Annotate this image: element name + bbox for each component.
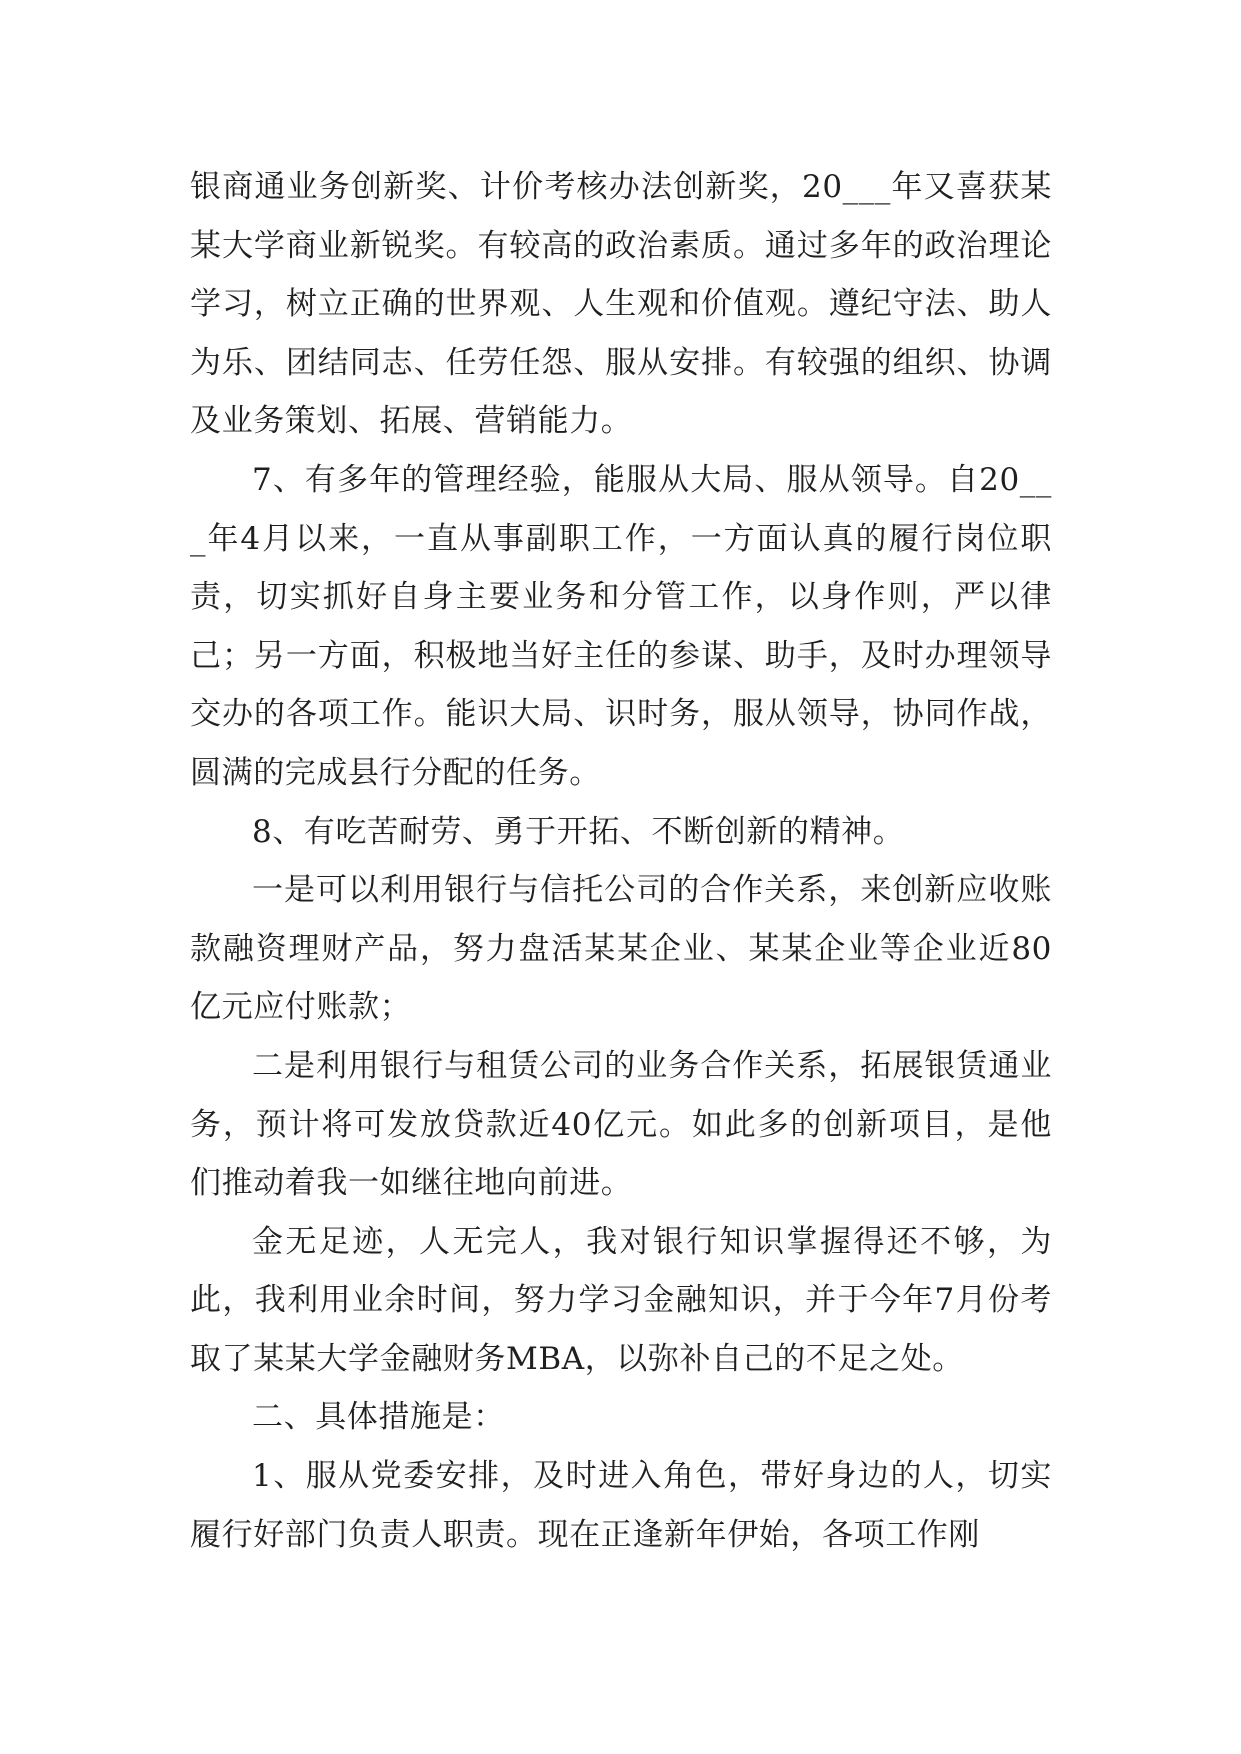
paragraph: 8、有吃苦耐劳、勇于开拓、不断创新的精神。	[252, 813, 905, 850]
paragraph: 二是利用银行与租赁公司的业务合作关系，拓展银赁通业务，预计将可发放贷款近40亿元。如此多的创新项目，是他们推动着我一如继往地向前进。	[190, 1047, 1052, 1202]
document-body	[190, 158, 1052, 1564]
paragraph: 一是可以利用银行与信托公司的合作关系，来创新应收账款融资理财产品，努力盘活某某企业、某某企业等企业近80亿元应付账款；	[190, 872, 1052, 1026]
paragraph: 1、服从党委安排，及时进入角色，带好身边的人，切实履行好部门负责人职责。现在正逢新年伊始，各项工作刚	[190, 1458, 1052, 1553]
paragraph: 银商通业务创新奖、计价考核办法创新奖，20___年又喜获某某大学商业新锐奖。有较高的政治素质。通过多年的政治理论学习，树立正确的世界观、人生观和价值观。遵纪守法、助人为乐、团结同志、任劳任怨、服从安排。有较强的组织、协调及业务策划、拓展、营销能力。	[190, 169, 1052, 440]
section-heading: 二、具体措施是：	[252, 1399, 505, 1436]
paragraph: 7、有多年的管理经验，能服从大局、服从领导。自20___年4月以来，一直从事副职工作，一方面认真的履行岗位职责，切实抓好自身主要业务和分管工作，以身作则，严以律己；另一方面，积极地当好主任的参谋、助手，及时办理领导交办的各项工作。能识大局、识时务，服从领导，协同作战，圆满的完成县行分配的任务。	[190, 461, 1052, 791]
paragraph: 金无足迹，人无完人，我对银行知识掌握得还不够，为此，我利用业余时间，努力学习金融知识，并于今年7月份考取了某某大学金融财务MBA，以弥补自己的不足之处。	[190, 1223, 1052, 1377]
